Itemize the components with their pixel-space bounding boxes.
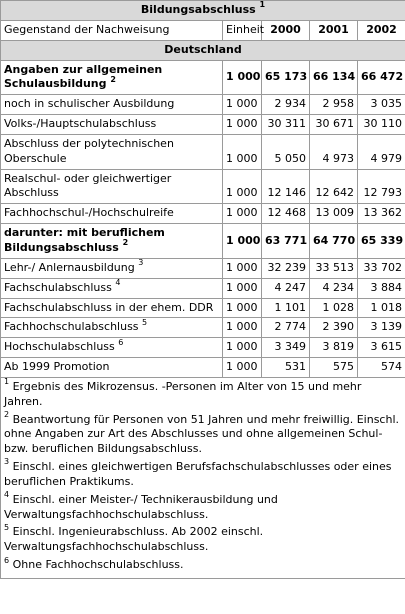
row-value-2001: 1 028 (310, 298, 358, 318)
row-value-2002: 1 018 (358, 298, 405, 318)
row-label-text: Realschul- oder gleichwertiger Abschluss (4, 171, 172, 200)
header-unit: Einheit (223, 20, 262, 40)
row-label (1, 169, 223, 204)
row-value-2001: 66 134 (310, 60, 358, 95)
row-footnote-ref: 3 (138, 258, 144, 268)
footnote (4, 377, 402, 410)
footnote-number: 4 (4, 490, 10, 500)
row-value-2001: 4 234 (310, 278, 358, 298)
footnote-text: Beantwortung für Personen von 51 Jahren und mehr freiwillig. Einschl. ohne Angaben zur Art des Abschlusses und ohne allgemeinen Schul- bzw. beruflichen Bildungsabschluss. (4, 412, 400, 456)
row-value-2002: 3 615 (358, 338, 405, 358)
table-title (1, 1, 405, 21)
row-value-2002: 13 362 (358, 204, 405, 224)
row-label (1, 338, 223, 358)
row-value-2002: 4 979 (358, 134, 405, 169)
header-year-2002: 2002 (358, 20, 405, 40)
table-row (1, 95, 405, 115)
row-value-2000: 531 (262, 358, 310, 378)
row-value-2000: 3 349 (262, 338, 310, 358)
footnote-number: 1 (4, 377, 10, 387)
footnote (4, 555, 402, 573)
row-value-2002: 3 139 (358, 318, 405, 338)
header-year-2001: 2001 (310, 20, 358, 40)
row-label (1, 278, 223, 298)
row-value-2002: 3 035 (358, 95, 405, 115)
row-unit: 1 000 (223, 95, 262, 115)
section-title: Deutschland (1, 40, 405, 60)
row-label-text: Ab 1999 Promotion (4, 360, 110, 374)
row-value-2001: 3 819 (310, 338, 358, 358)
footnote-number: 5 (4, 522, 10, 532)
row-label (1, 358, 223, 378)
row-value-2000: 2 774 (262, 318, 310, 338)
row-value-2000: 12 468 (262, 204, 310, 224)
row-unit: 1 000 (223, 298, 262, 318)
section-row (1, 40, 405, 60)
row-label-text: Fachschulabschluss (4, 280, 112, 294)
table-row (1, 298, 405, 318)
header-row (1, 20, 405, 40)
row-footnote-ref: 2 (122, 238, 129, 248)
row-value-2002: 30 110 (358, 115, 405, 135)
row-label (1, 318, 223, 338)
row-unit: 1 000 (223, 358, 262, 378)
row-footnote-ref: 2 (110, 74, 116, 84)
footnote-number: 3 (4, 457, 10, 467)
table-row (1, 318, 405, 338)
row-label-text: noch in schulischer Ausbildung (4, 97, 175, 111)
row-label-text: Angaben zur allgemeinen Schulausbildung (4, 62, 163, 91)
table-title-footnote-ref: 1 (259, 0, 266, 10)
title-row (1, 1, 405, 21)
row-unit: 1 000 (223, 258, 262, 278)
row-unit: 1 000 (223, 278, 262, 298)
footnote (4, 490, 402, 523)
row-value-2002: 65 339 (358, 224, 405, 259)
table-row (1, 224, 405, 259)
footnotes-row (1, 377, 405, 578)
row-label-text: Volks-/Hauptschulabschluss (4, 117, 157, 131)
table-row (1, 258, 405, 278)
table-row (1, 358, 405, 378)
row-label-text: Fachhochschul-/Hochschulreife (4, 206, 174, 220)
footnote-text: Ergebnis des Mikrozensus. -Personen im Alter von 15 und mehr Jahren. (4, 379, 362, 408)
row-value-2000: 2 934 (262, 95, 310, 115)
row-footnote-ref: 6 (118, 337, 124, 347)
row-value-2000: 63 771 (262, 224, 310, 259)
footnote-number: 6 (4, 555, 10, 565)
row-value-2000: 12 146 (262, 169, 310, 204)
row-unit: 1 000 (223, 134, 262, 169)
row-value-2002: 12 793 (358, 169, 405, 204)
table-row (1, 169, 405, 204)
row-value-2001: 33 513 (310, 258, 358, 278)
row-label-text: darunter: mit beruflichem Bildungsabschluss (4, 226, 165, 254)
row-value-2002: 66 472 (358, 60, 405, 95)
header-label: Gegenstand der Nachweisung (1, 20, 223, 40)
footnote (4, 522, 402, 555)
row-label-text: Fachhochschulabschluss (4, 320, 139, 334)
table-row (1, 204, 405, 224)
row-label (1, 95, 223, 115)
footnotes (1, 377, 405, 578)
row-value-2000: 30 311 (262, 115, 310, 135)
row-label-text: Abschluss der polytechnischen Oberschule (4, 136, 174, 165)
table-row (1, 134, 405, 169)
row-value-2001: 64 770 (310, 224, 358, 259)
table-row (1, 278, 405, 298)
row-unit: 1 000 (223, 60, 262, 95)
table-row (1, 338, 405, 358)
row-unit: 1 000 (223, 204, 262, 224)
row-unit: 1 000 (223, 338, 262, 358)
row-value-2000: 65 173 (262, 60, 310, 95)
row-label (1, 115, 223, 135)
row-label-text: Lehr-/ Anlernausbildung (4, 260, 135, 274)
footnote (4, 457, 402, 490)
table-title-text: Bildungsabschluss (140, 3, 256, 16)
row-label (1, 134, 223, 169)
row-unit: 1 000 (223, 224, 262, 259)
footnote-text: Einschl. einer Meister-/ Technikerausbildung und Verwaltungsfachhochschulabschluss. (4, 492, 278, 521)
footnote-text: Einschl. Ingenieurabschluss. Ab 2002 einschl. Verwaltungsfachhochschulabschluss. (4, 525, 264, 554)
row-label (1, 204, 223, 224)
row-footnote-ref: 5 (142, 317, 148, 327)
row-label (1, 258, 223, 278)
row-label (1, 298, 223, 318)
footnote-text: Ohne Fachhochschulabschluss. (12, 558, 184, 572)
row-value-2002: 3 884 (358, 278, 405, 298)
table-row (1, 115, 405, 135)
row-value-2000: 1 101 (262, 298, 310, 318)
row-unit: 1 000 (223, 318, 262, 338)
row-unit: 1 000 (223, 115, 262, 135)
footnote (4, 409, 402, 458)
row-value-2000: 5 050 (262, 134, 310, 169)
row-value-2001: 2 958 (310, 95, 358, 115)
row-value-2002: 33 702 (358, 258, 405, 278)
footnote-number: 2 (4, 409, 10, 419)
row-value-2001: 575 (310, 358, 358, 378)
row-value-2000: 4 247 (262, 278, 310, 298)
row-value-2001: 12 642 (310, 169, 358, 204)
row-value-2001: 13 009 (310, 204, 358, 224)
row-value-2002: 574 (358, 358, 405, 378)
row-label-text: Hochschulabschluss (4, 340, 115, 354)
row-value-2001: 2 390 (310, 318, 358, 338)
row-footnote-ref: 4 (115, 278, 121, 287)
table-row (1, 60, 405, 95)
row-value-2001: 4 973 (310, 134, 358, 169)
row-value-2000: 32 239 (262, 258, 310, 278)
row-label (1, 224, 223, 259)
row-unit: 1 000 (223, 169, 262, 204)
row-label-text: Fachschulabschluss in der ehem. DDR (4, 300, 214, 314)
row-value-2001: 30 671 (310, 115, 358, 135)
row-label (1, 60, 223, 95)
footnote-text: Einschl. eines gleichwertigen Berufsfachschulabschlusses oder eines beruflichen Praktikums. (4, 460, 392, 488)
header-year-2000: 2000 (262, 20, 310, 40)
